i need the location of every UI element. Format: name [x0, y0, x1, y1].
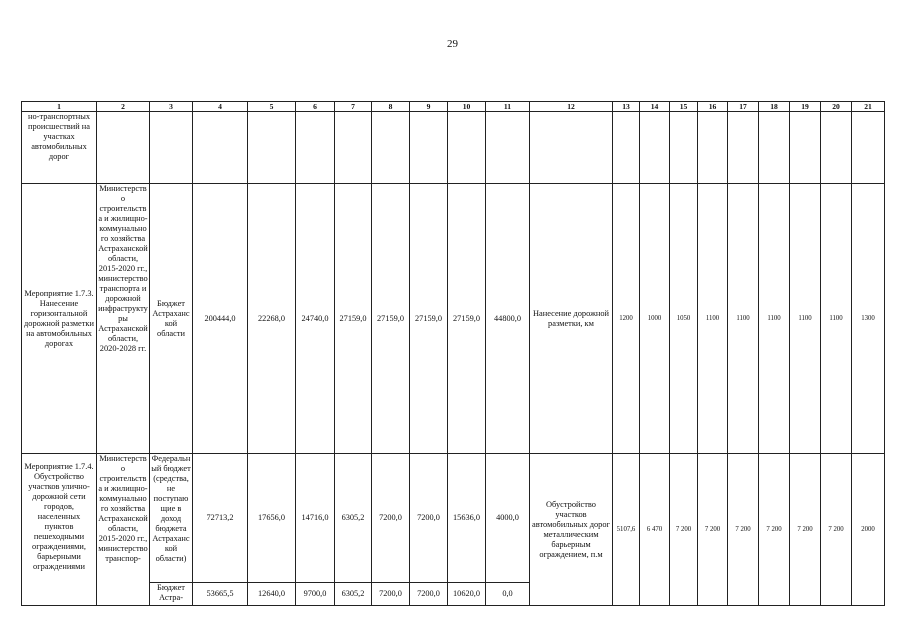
target-cell: 5107,6 [613, 454, 640, 606]
column-number: 19 [790, 102, 821, 112]
column-number-row [22, 102, 885, 112]
column-number: 2 [97, 102, 150, 112]
value-cell: 72713,2 [193, 454, 248, 583]
column-number: 11 [486, 102, 530, 112]
column-number: 9 [410, 102, 448, 112]
value-cell: 53665,5 [193, 583, 248, 606]
target-cell: 1100 [759, 184, 790, 454]
target-cell: 6 470 [640, 454, 670, 606]
target-cell: 1100 [821, 184, 852, 454]
executor-cell: Министерство строительства и жилищно-коммунального хозяйства Астраханской области, 2015-2020 гг., министерство транспорта и дорожной инфраструктуры Астраханской области, 2020-2028 гг. [97, 184, 150, 454]
indicator-cell: Обустройство участков автомобильных дорог металлическим барьерным ограждением, п.м [530, 454, 613, 606]
value-cell: 12640,0 [248, 583, 296, 606]
value-cell: 7200,0 [410, 583, 448, 606]
target-cell: 1100 [728, 184, 759, 454]
column-number: 18 [759, 102, 790, 112]
column-number: 4 [193, 102, 248, 112]
program-table [21, 101, 885, 606]
column-number: 13 [613, 102, 640, 112]
column-number: 21 [852, 102, 885, 112]
target-cell: 1100 [790, 184, 821, 454]
target-cell: 7 200 [670, 454, 698, 606]
page-number: 29 [447, 38, 458, 50]
event-name-cell: Мероприятие 1.7.3. Нанесение горизонтальной дорожной разметки на автомобильных дорогах [22, 184, 97, 454]
indicator-cell: Нанесение дорожной разметки, км [530, 184, 613, 454]
target-cell: 7 200 [728, 454, 759, 606]
column-number: 5 [248, 102, 296, 112]
funding-source-cell: Бюджет Астра- [150, 583, 193, 606]
funding-source-cell: Бюджет Астраханской области [150, 184, 193, 454]
column-number: 10 [448, 102, 486, 112]
column-number: 6 [296, 102, 335, 112]
target-cell: 1100 [698, 184, 728, 454]
funding-source-cell: Федеральный бюджет (средства, не поступающие в доход бюджета Астраханской области) [150, 454, 193, 583]
value-cell: 7200,0 [372, 454, 410, 583]
column-number: 15 [670, 102, 698, 112]
target-cell: 1050 [670, 184, 698, 454]
value-cell: 27159,0 [372, 184, 410, 454]
value-cell: 14716,0 [296, 454, 335, 583]
value-cell: 4000,0 [486, 454, 530, 583]
value-cell: 6305,2 [335, 454, 372, 583]
table-row [22, 454, 885, 583]
value-cell: 7200,0 [410, 454, 448, 583]
column-number: 14 [640, 102, 670, 112]
value-cell: 10620,0 [448, 583, 486, 606]
column-number: 3 [150, 102, 193, 112]
executor-cell: Министерство строительства и жилищно-коммунального хозяйства Астраханской области, 2015-2020 гг., министерство транспор- [97, 454, 150, 606]
value-cell: 44800,0 [486, 184, 530, 454]
column-number: 1 [22, 102, 97, 112]
target-cell: 1300 [852, 184, 885, 454]
value-cell: 24740,0 [296, 184, 335, 454]
target-cell: 1200 [613, 184, 640, 454]
column-number: 16 [698, 102, 728, 112]
value-cell: 0,0 [486, 583, 530, 606]
target-cell: 7 200 [790, 454, 821, 606]
value-cell: 27159,0 [448, 184, 486, 454]
table-row [22, 112, 885, 184]
target-cell: 7 200 [759, 454, 790, 606]
column-number: 8 [372, 102, 410, 112]
value-cell: 9700,0 [296, 583, 335, 606]
target-cell: 2000 [852, 454, 885, 606]
table-row [22, 184, 885, 454]
event-name-cell: Мероприятие 1.7.4. Обустройство участков улично-дорожной сети городов, населенных пунктов пешеходными ограждениями, барьерными ограждениями [22, 454, 97, 606]
value-cell: 6305,2 [335, 583, 372, 606]
column-number: 20 [821, 102, 852, 112]
target-cell: 7 200 [698, 454, 728, 606]
column-number: 17 [728, 102, 759, 112]
column-number: 12 [530, 102, 613, 112]
value-cell: 17656,0 [248, 454, 296, 583]
value-cell: 200444,0 [193, 184, 248, 454]
value-cell: 27159,0 [410, 184, 448, 454]
target-cell: 7 200 [821, 454, 852, 606]
value-cell: 22268,0 [248, 184, 296, 454]
target-cell: 1000 [640, 184, 670, 454]
value-cell: 7200,0 [372, 583, 410, 606]
value-cell: 27159,0 [335, 184, 372, 454]
event-name-cell: но-транспортных происшествий на участках автомобильных дорог [22, 112, 97, 184]
value-cell: 15636,0 [448, 454, 486, 583]
column-number: 7 [335, 102, 372, 112]
